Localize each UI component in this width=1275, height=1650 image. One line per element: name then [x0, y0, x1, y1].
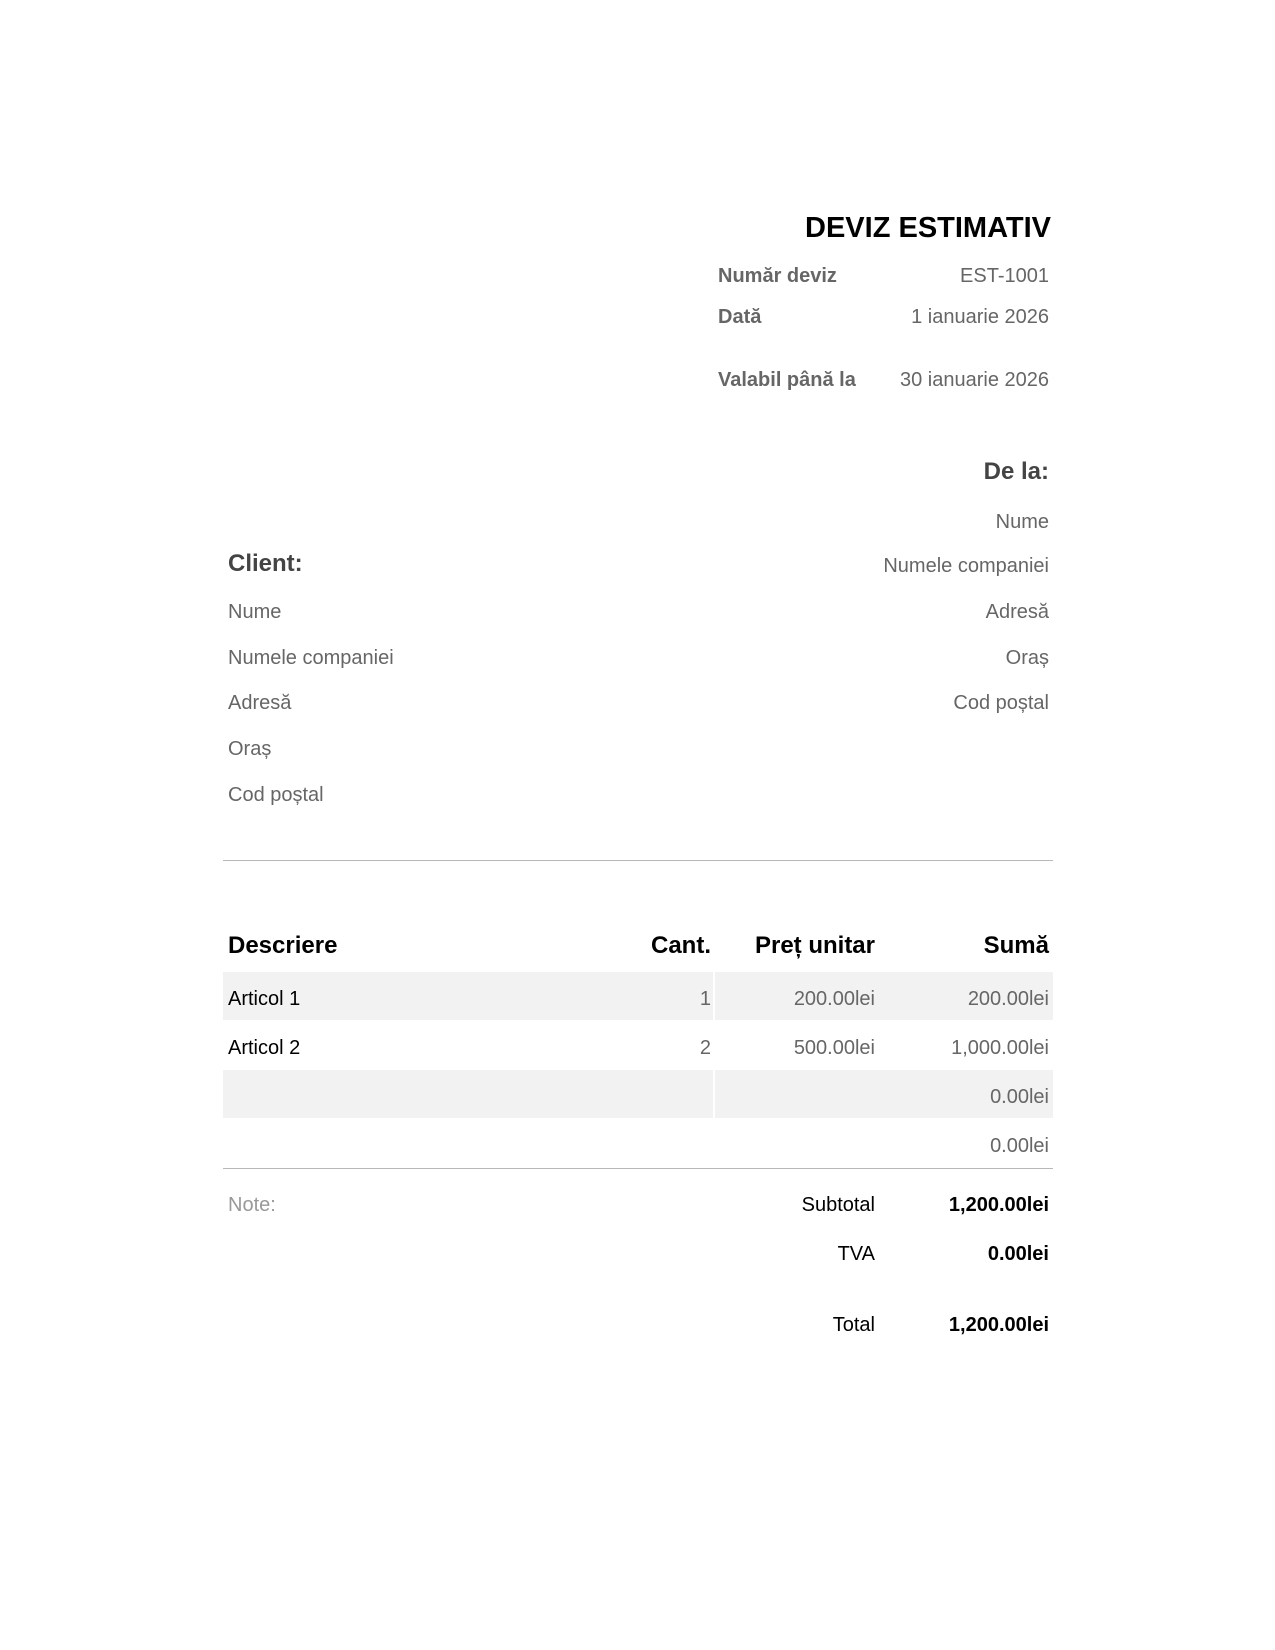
table-row-stripe	[223, 1070, 1053, 1118]
header-unit-price: Preț unitar	[754, 932, 875, 959]
row-2-qty: 2	[699, 1037, 711, 1059]
estimate-number-label: Număr deviz	[718, 265, 837, 287]
header-description: Descriere	[228, 932, 338, 959]
from-name: Nume	[995, 511, 1049, 533]
client-address: Adresă	[228, 692, 292, 714]
from-company: Numele companiei	[883, 555, 1049, 577]
row-4-amount: 0.00lei	[990, 1135, 1049, 1157]
client-city: Oraș	[228, 738, 272, 760]
header-qty: Cant.	[651, 932, 711, 959]
total-label: Total	[832, 1314, 875, 1336]
client-company: Numele companiei	[228, 647, 394, 669]
column-separator	[713, 1070, 715, 1118]
valid-until-value: 30 ianuarie 2026	[899, 369, 1049, 391]
section-divider	[223, 860, 1053, 861]
from-postal-code: Cod poștal	[953, 692, 1049, 714]
client-postal-code: Cod poștal	[228, 784, 324, 806]
notes-label: Note:	[228, 1194, 276, 1216]
header-amount: Sumă	[983, 932, 1049, 959]
row-1-qty: 1	[699, 988, 711, 1010]
estimate-number-value: EST-1001	[960, 265, 1049, 287]
table-row-stripe	[223, 972, 1053, 1020]
document-title: DEVIZ ESTIMATIV	[805, 212, 1051, 244]
valid-until-label: Valabil până la	[718, 369, 856, 391]
row-2-description: Articol 2	[228, 1037, 301, 1059]
row-3-amount: 0.00lei	[990, 1086, 1049, 1108]
row-1-unit-price: 200.00lei	[793, 988, 875, 1010]
row-2-unit-price: 500.00lei	[793, 1037, 875, 1059]
subtotal-value: 1,200.00lei	[948, 1194, 1049, 1216]
client-heading: Client:	[228, 550, 303, 577]
date-value: 1 ianuarie 2026	[911, 306, 1049, 328]
table-bottom-divider	[223, 1168, 1053, 1169]
from-heading: De la:	[983, 458, 1049, 485]
client-name: Nume	[228, 601, 282, 623]
from-address: Adresă	[985, 601, 1049, 623]
row-1-amount: 200.00lei	[967, 988, 1049, 1010]
row-1-description: Articol 1	[228, 988, 301, 1010]
from-city: Oraș	[1005, 647, 1049, 669]
tax-value: 0.00lei	[987, 1243, 1049, 1265]
date-label: Dată	[718, 306, 762, 328]
column-separator	[713, 972, 715, 1020]
tax-label: TVA	[837, 1243, 875, 1265]
row-2-amount: 1,000.00lei	[951, 1037, 1049, 1059]
total-value: 1,200.00lei	[948, 1314, 1049, 1336]
subtotal-label: Subtotal	[801, 1194, 875, 1216]
